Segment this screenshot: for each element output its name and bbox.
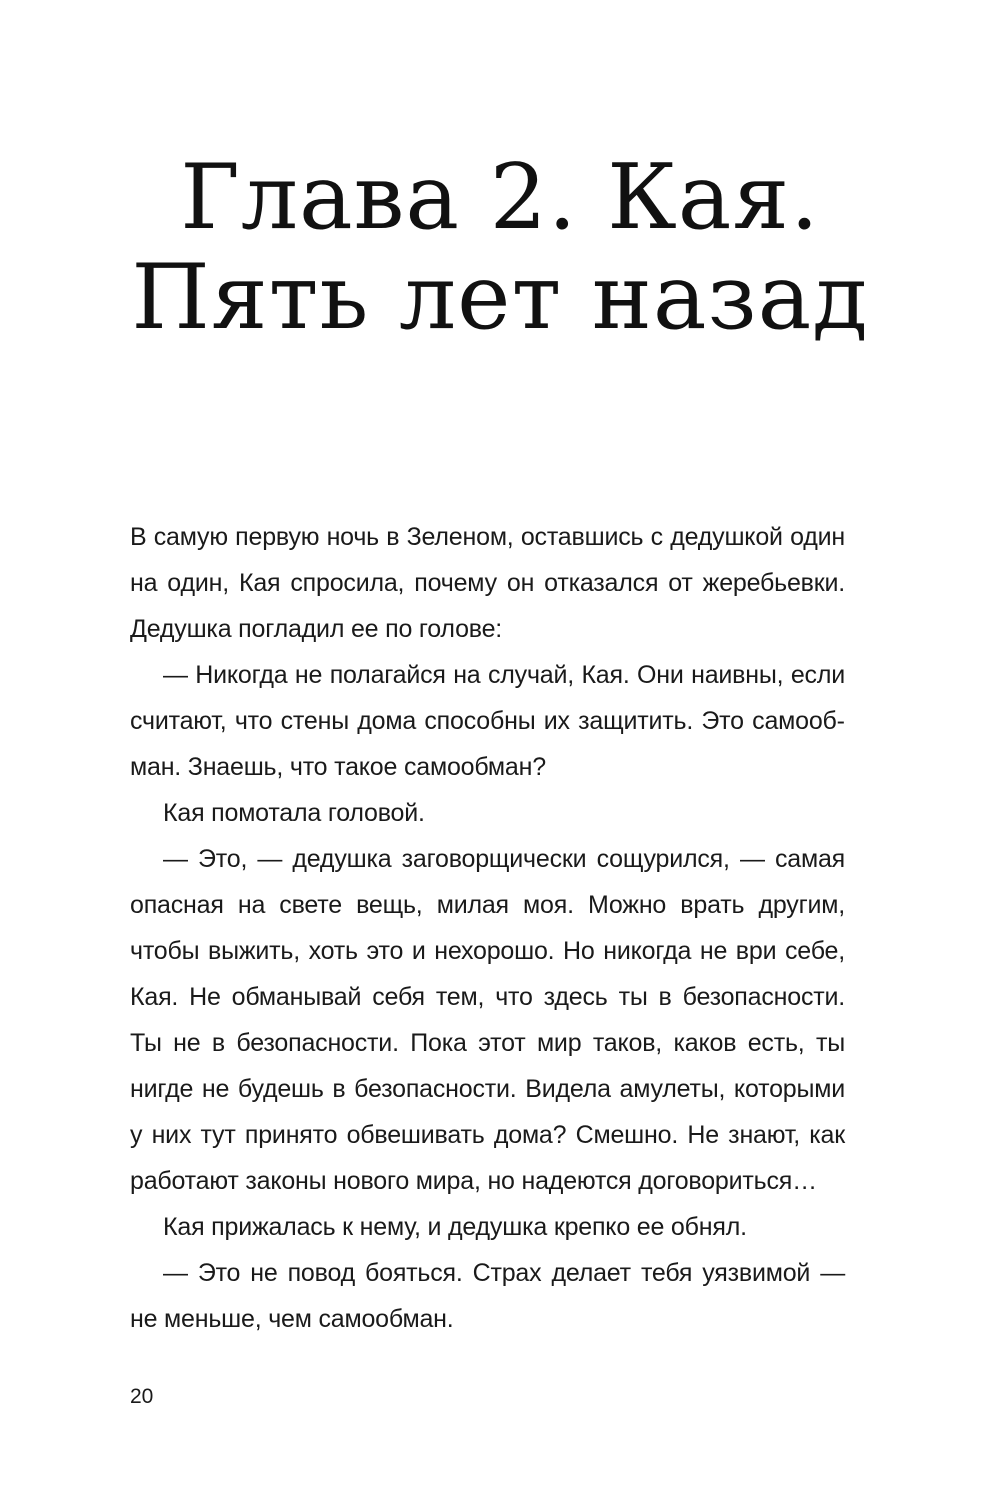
chapter-title-line-2: Пять лет назад bbox=[131, 245, 869, 350]
paragraph: Кая прижалась к нему, и дедушка крепко ее обнял. bbox=[163, 1213, 747, 1241]
paragraph: — Никогда не полагайся на случай, Кая. Они наивны, если считают, что стены дома способны их защитить. Это самообман. Знаешь, что такое самообман? bbox=[130, 661, 845, 781]
paragraph: — Это, — дедушка заговорщически сощурился, — самая опасная на свете вещь, милая моя. Можно врать другим, чтобы выжить, хоть это и нехорошо. Но никогда не ври себе, Кая. Не обманывай себя тем, что здесь ты в безопасности. Ты не в безопасности. Пока этот мир таков, каков есть, ты нигде не будешь в безопасности. Видела амулеты, которыми у них тут принято обвешивать дома? Смешно. Не знают, как работают законы нового мира, но надеются договориться… bbox=[130, 845, 845, 1195]
chapter-title-line-1: Глава 2. Кая. bbox=[180, 145, 820, 250]
chapter-body bbox=[130, 514, 845, 1342]
page-number: 20 bbox=[130, 1385, 154, 1408]
paragraph: — Это не повод бояться. Страх делает тебя уязвимой — не меньше, чем самообман. bbox=[130, 1259, 845, 1333]
paragraph: В самую первую ночь в Зеленом, оставшись с дедушкой один на один, Кая спросила, почему он отказался от жеребьевки. Дедушка погладил ее по голове: bbox=[130, 523, 845, 643]
paragraph: Кая помотала головой. bbox=[163, 799, 425, 827]
chapter-title bbox=[100, 145, 900, 350]
